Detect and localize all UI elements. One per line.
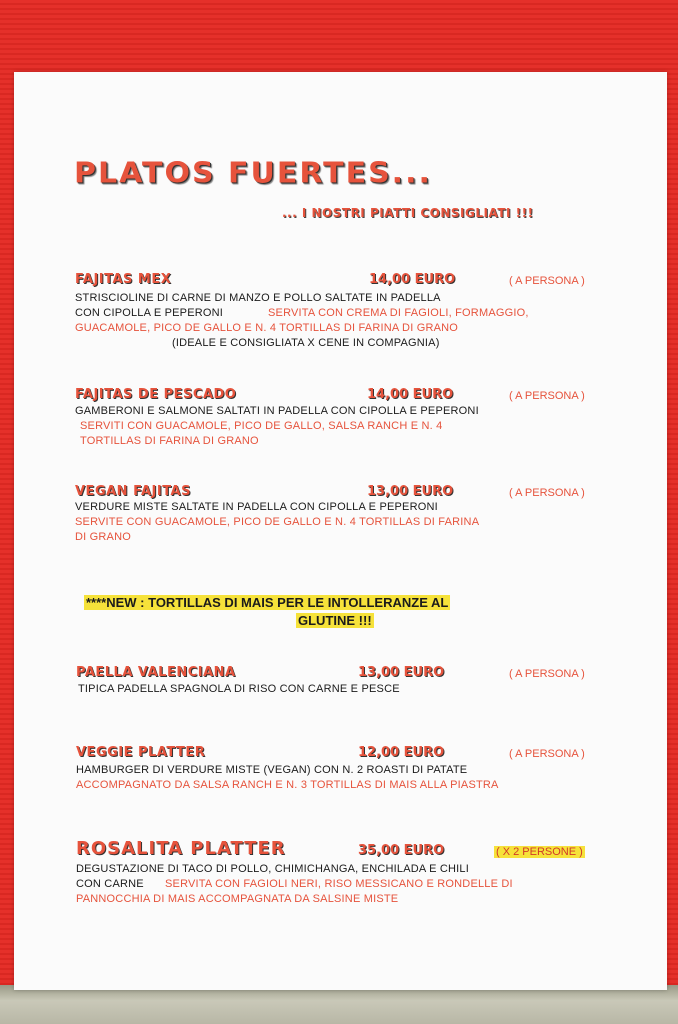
- dish-serving-note: SERVITA CON FAGIOLI NERI, RISO MESSICANO E RONDELLE DI: [165, 878, 513, 890]
- dish-portion: ( A PERSONA ): [509, 748, 585, 760]
- notice-line: GLUTINE !!!: [298, 613, 372, 628]
- dish-portion: ( A PERSONA ): [509, 487, 585, 499]
- dish-portion: ( A PERSONA ): [509, 390, 585, 402]
- dish-description: CON CIPOLLA E PEPERONI: [75, 307, 224, 319]
- dish-price: 35,00 EURO: [358, 843, 445, 858]
- dish-name: FAJITAS DE PESCADO: [75, 387, 237, 402]
- gluten-free-notice-cont: [296, 613, 374, 628]
- menu-subtitle: ... I NOSTRI PIATTI CONSIGLIATI !!!: [282, 206, 534, 220]
- dish-name: VEGAN FAJITAS: [75, 484, 191, 499]
- dish-name: PAELLA VALENCIANA: [76, 665, 236, 680]
- dish-description: GAMBERONI E SALMONE SALTATI IN PADELLA CON CIPOLLA E PEPERONI: [75, 405, 479, 417]
- dish-portion: ( X 2 PERSONE ): [496, 846, 583, 858]
- dish-serving-note: SERVITE CON GUACAMOLE, PICO DE GALLO E N. 4 TORTILLAS DI FARINA: [75, 516, 480, 528]
- dish-portion: ( A PERSONA ): [509, 275, 585, 287]
- dish-serving-note: SERVITI CON GUACAMOLE, PICO DE GALLO, SALSA RANCH E N. 4: [80, 420, 443, 432]
- dish-serving-note: ACCOMPAGNATO DA SALSA RANCH E N. 3 TORTILLAS DI MAIS ALLA PIASTRA: [76, 779, 499, 791]
- dish-serving-note: SERVITA CON CREMA DI FAGIOLI, FORMAGGIO,: [268, 307, 529, 319]
- table-surface: [0, 985, 678, 1024]
- dish-description: CON CARNE: [76, 878, 144, 890]
- menu-title: PLATOS FUERTES...: [74, 156, 432, 191]
- dish-name: ROSALITA PLATTER: [76, 838, 286, 859]
- dish-price: 13,00 EURO: [367, 484, 454, 499]
- dish-price: 12,00 EURO: [358, 745, 445, 760]
- gluten-free-notice: [84, 595, 450, 610]
- dish-description: STRISCIOLINE DI CARNE DI MANZO E POLLO SALTATE IN PADELLA: [75, 292, 441, 304]
- dish-serving-note: TORTILLAS DI FARINA DI GRANO: [80, 435, 259, 447]
- dish-serving-note: DI GRANO: [75, 531, 131, 543]
- dish-price: 14,00 EURO: [367, 387, 454, 402]
- dish-portion: ( A PERSONA ): [509, 668, 585, 680]
- dish-name: VEGGIE PLATTER: [76, 745, 206, 760]
- dish-recommendation: (IDEALE E CONSIGLIATA X CENE IN COMPAGNIA): [172, 337, 440, 349]
- dish-description: VERDURE MISTE SALTATE IN PADELLA CON CIPOLLA E PEPERONI: [75, 501, 438, 513]
- notice-line: ****NEW : TORTILLAS DI MAIS PER LE INTOLLERANZE AL: [86, 595, 449, 610]
- dish-name: FAJITAS MEX: [75, 272, 172, 287]
- dish-serving-note: GUACAMOLE, PICO DE GALLO E N. 4 TORTILLAS DI FARINA DI GRANO: [75, 322, 459, 334]
- dish-description: DEGUSTAZIONE DI TACO DI POLLO, CHIMICHANGA, ENCHILADA E CHILI: [76, 863, 469, 875]
- dish-description: TIPICA PADELLA SPAGNOLA DI RISO CON CARNE E PESCE: [78, 683, 400, 695]
- dish-price: 14,00 EURO: [369, 272, 456, 287]
- dish-price: 13,00 EURO: [358, 665, 445, 680]
- dish-serving-note: PANNOCCHIA DI MAIS ACCOMPAGNATA DA SALSINE MISTE: [76, 893, 399, 905]
- dish-description: HAMBURGER DI VERDURE MISTE (VEGAN) CON N. 2 ROASTI DI PATATE: [76, 764, 468, 776]
